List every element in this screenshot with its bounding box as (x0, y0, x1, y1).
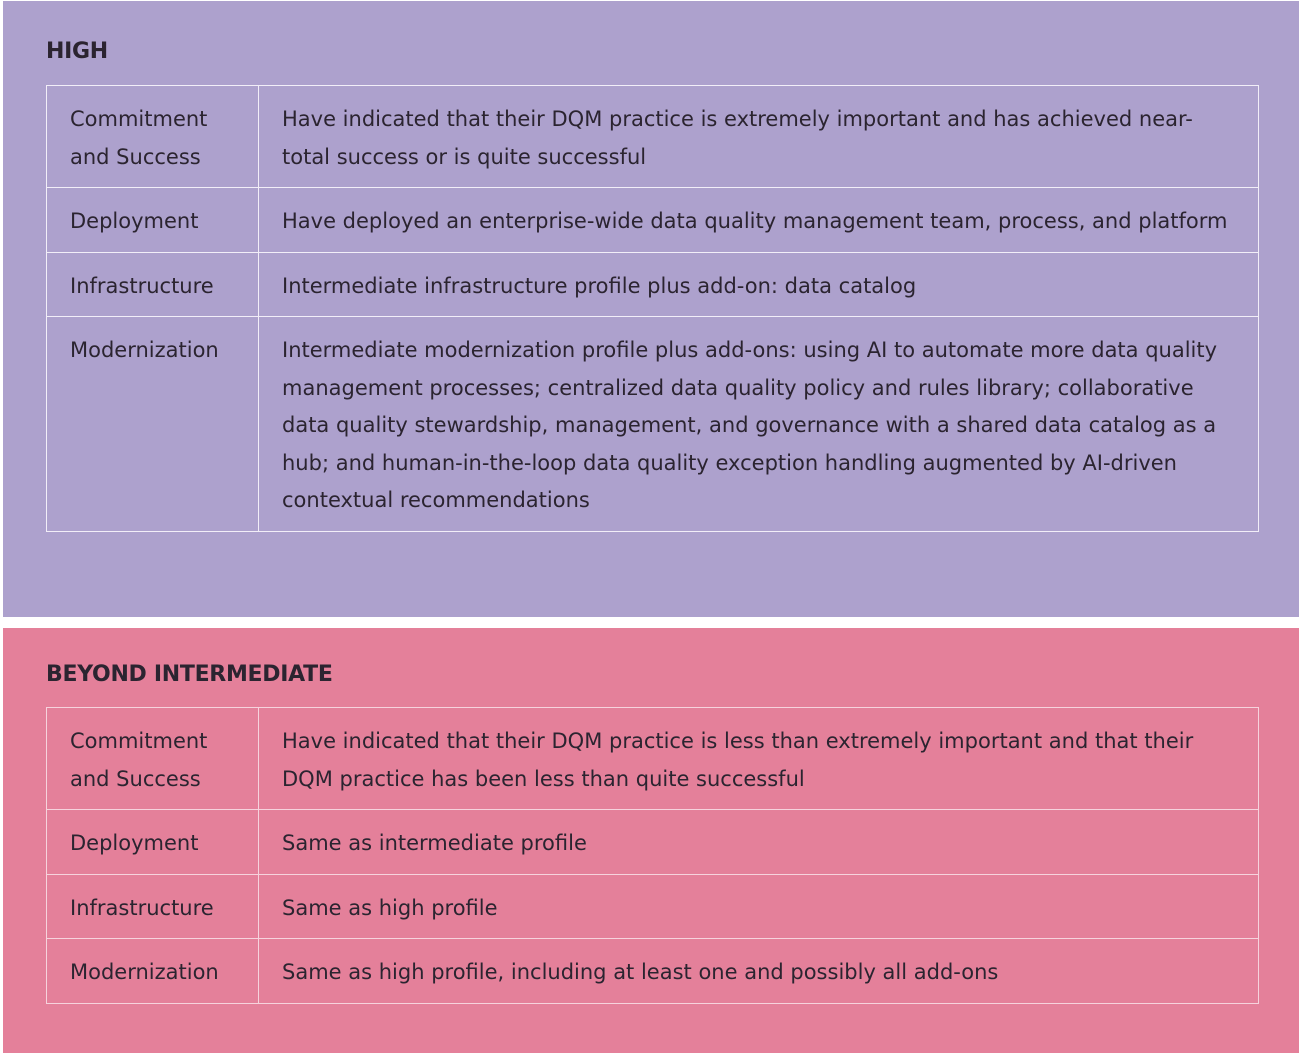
row-label: Modernization (47, 939, 259, 1004)
row-description: Same as intermediate profile (259, 810, 1259, 875)
table-row (47, 810, 1259, 875)
table-row (47, 317, 1259, 532)
table-row (47, 252, 1259, 317)
row-label: Modernization (47, 317, 259, 532)
beyond-intermediate-profile-panel (3, 628, 1299, 1053)
row-description: Intermediate infrastructure profile plus add-on: data catalog (259, 252, 1259, 317)
table-row (47, 708, 1259, 810)
row-label: Commitment and Success (47, 708, 259, 810)
section-title-beyond-intermediate: BEYOND INTERMEDIATE (46, 662, 333, 687)
row-label: Deployment (47, 188, 259, 253)
section-title-high: HIGH (46, 39, 108, 64)
row-description: Same as high profile (259, 874, 1259, 939)
beyond-intermediate-profile-table (46, 707, 1259, 1004)
table-row (47, 874, 1259, 939)
row-description: Intermediate modernization profile plus add-ons: using AI to automate more data quality management processes; centralized data quality policy and rules library; collaborative data quality stewardship, management, and governance with a shared data catalog as a hub; and human-in-the-loop data quality exception handling augmented by AI-driven contextual recommendations (259, 317, 1259, 532)
high-profile-table (46, 85, 1259, 532)
row-description: Same as high profile, including at least one and possibly all add-ons (259, 939, 1259, 1004)
row-label: Infrastructure (47, 252, 259, 317)
row-description: Have deployed an enterprise-wide data quality management team, process, and platform (259, 188, 1259, 253)
high-profile-panel (3, 1, 1299, 617)
table-row (47, 939, 1259, 1004)
table-row (47, 188, 1259, 253)
table-row (47, 86, 1259, 188)
row-description: Have indicated that their DQM practice is less than extremely important and that their DQM practice has been less than quite successful (259, 708, 1259, 810)
row-label: Infrastructure (47, 874, 259, 939)
row-label: Commitment and Success (47, 86, 259, 188)
row-label: Deployment (47, 810, 259, 875)
row-description: Have indicated that their DQM practice is extremely important and has achieved near-total success or is quite successful (259, 86, 1259, 188)
